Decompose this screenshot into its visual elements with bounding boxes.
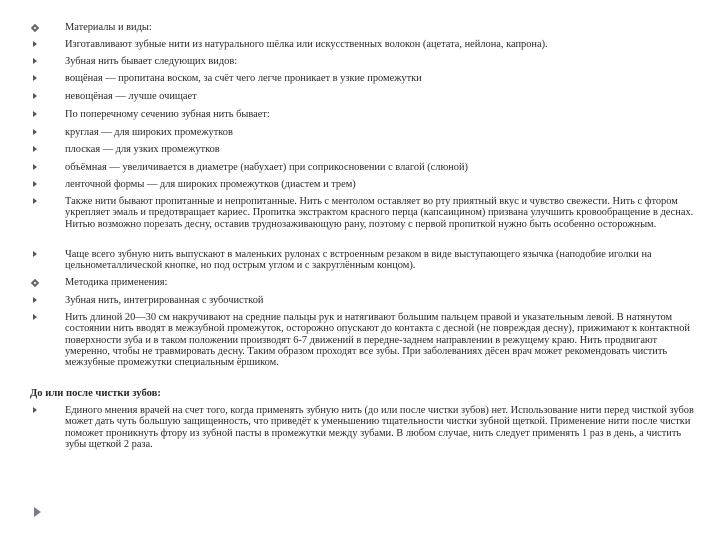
arrow-bullet-icon (30, 312, 40, 324)
arrow-bullet-icon (30, 179, 40, 191)
diamond-bullet-icon (30, 22, 40, 34)
document-page: Материалы и виды: Изготавливают зубные нити из натурального шёлка или искусственных волокон (ацетата, нейлона, капрона). Зубная нить бывает следующих видов: вощёная — пропитана воском, за счёт чего легче проникает в узкие промежутки невощёная — лучше очищает По поперечному сечению зубная нить бывает: круглая — для широких промежутков плоская — для узких промежутков объёмная — увеличивается в диаметре (набухает) при соприкосновении с влагой (слюной) ленточной формы — для широких промежутков (диастем и трем) Также нити бывают пропитанные и непропитанные. Нить с ментолом оставляет во рту приятный вкус и чувство свежести. Нить с фтором укрепляет эмаль и предотвращает кариес. Пропитка экстрактом красного перца (капсаицином) призвана улучшить кровообращение в деснах. Нитью возможно порезать десну, оставив труднозаживающую рану, поэтому с первой пропиткой нужно быть особенно осторожным. Чаще всего зубную нить выпускают в маленьких рулонах с встроенным резаком в виде выступающего язычка (наподобие иголки на цельнометаллической кнопке, но под острым углом и с закруглённым концом). Методика применения: Зубная нить, интегрированная с зубочисткой Нить длиной 20—30 см накручивают на средние пальцы рук и натягивают большим пальцем правой и указательным левой. В натянутом состоянии нить вводят в межзубной промежуток, осторожно опускают до контакта с десной (не повреждая десну), прижимают к контактной поверхности зуба и в таком положении производят 6-7 движений в передне-заднем направлении в режущему краю. Нить продвигают умеренно, чтобы не травмировать десну. Таким образом проходят все зубы. При заболеваниях дёсен врач может рекомендовать чистить межзубные промежутки специальным ёршиком. До или после чистки зубов: Единого мнения врачей на счет того, когда применять зубную нить (до или после чистки зубов) нет. Использование нити перед чисткой зубов может дать чуть большую защищенность, что приведёт к уменьшению тщательности чистки зубной щеткой. Применение нити после чистки поможет проникнуть фтору из зубной пасты в промежутки между зубами. В любом случае, нить следует применять 1 раз в день, а чистить зубы щеткой 2 раза. (0, 0, 720, 540)
arrow-bullet-icon (30, 295, 40, 307)
arrow-bullet-icon (30, 162, 40, 174)
arrow-bullet-icon (30, 73, 40, 85)
play-arrow-icon (34, 507, 41, 517)
arrow-bullet-icon (30, 249, 40, 261)
arrow-bullet-icon (30, 144, 40, 156)
arrow-bullet-icon (30, 196, 40, 208)
arrow-bullet-icon (30, 91, 40, 103)
arrow-bullet-icon (30, 56, 40, 68)
arrow-bullet-icon (30, 405, 40, 417)
arrow-bullet-icon (30, 39, 40, 51)
arrow-bullet-icon (30, 109, 40, 121)
arrow-bullet-icon (30, 127, 40, 139)
diamond-bullet-icon (30, 277, 40, 289)
section-heading: До или после чистки зубов: (30, 388, 161, 399)
